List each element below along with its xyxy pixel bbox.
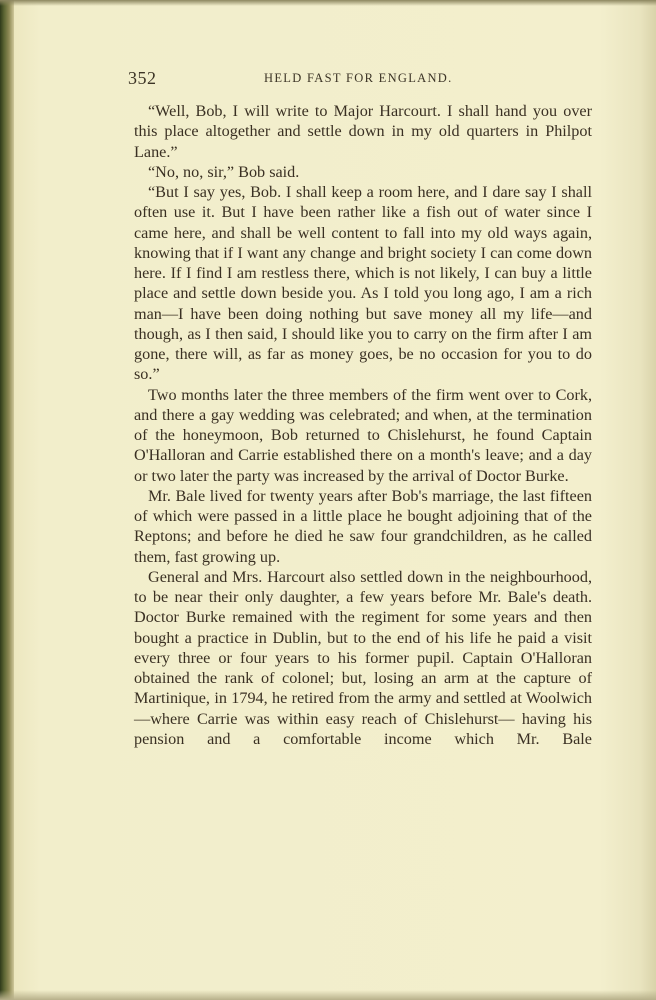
paragraph: “Well, Bob, I will write to Major Harcourt. I shall hand you over this place altogether and settle down in my old quarters in Philpot Lane.”: [134, 102, 592, 161]
running-title: HELD FAST FOR ENGLAND.: [264, 71, 453, 85]
body-text: [134, 101, 592, 749]
paragraph: Two months later the three members of the firm went over to Cork, and there a gay wedding was celebrated; and when, at the termination of the honeymoon, Bob returned to Chislehurst, he found Captain O'Halloran and Carrie established there on a month's leave; and a day or two later the party was increased by the arrival of Doctor Burke.: [134, 385, 592, 485]
running-head: [128, 68, 596, 90]
top-edge-shadow: [0, 0, 656, 6]
page-binding-edge: [0, 0, 14, 1000]
page-number: 352: [128, 68, 157, 88]
paragraph: “But I say yes, Bob. I shall keep a room here, and I dare say I shall often use it. But I have been rather like a fish out of water since I came here, and shall be well content to fall into my old ways again, knowing that if I want any change and bright society I can come down here. If I find I am restless there, which is not likely, I can buy a little place and settle down beside you. As I told you long ago, I am a rich man—I have been doing nothing but save money all my life—and though, as I then said, I should like you to carry on the firm after I am gone, there will, as far as money goes, be no occasion for you to do so.”: [134, 183, 592, 384]
paragraph: General and Mrs. Harcourt also settled down in the neighbourhood, to be near their only daughter, a few years before Mr. Bale's death. Doctor Burke remained with the regiment for some years and then bought a practice in Dublin, but to the end of his life he paid a visit every three or four years to his former pupil. Captain O'Halloran obtained the rank of colonel; but, losing an arm at the capture of Martinique, in 1794, he retired from the army and settled at Woolwich —where Carrie was within easy reach of Chislehurst— having his pension and a comfortable income which Mr. Bale: [134, 567, 592, 748]
paragraph: Mr. Bale lived for twenty years after Bob's marriage, the last fifteen of which were passed in a little place he bought adjoining that of the Reptons; and before he died he saw four grandchildren, as he called them, fast growing up.: [134, 486, 592, 566]
bottom-edge-shadow: [0, 990, 656, 1000]
paragraph: “No, no, sir,” Bob said.: [148, 162, 300, 181]
